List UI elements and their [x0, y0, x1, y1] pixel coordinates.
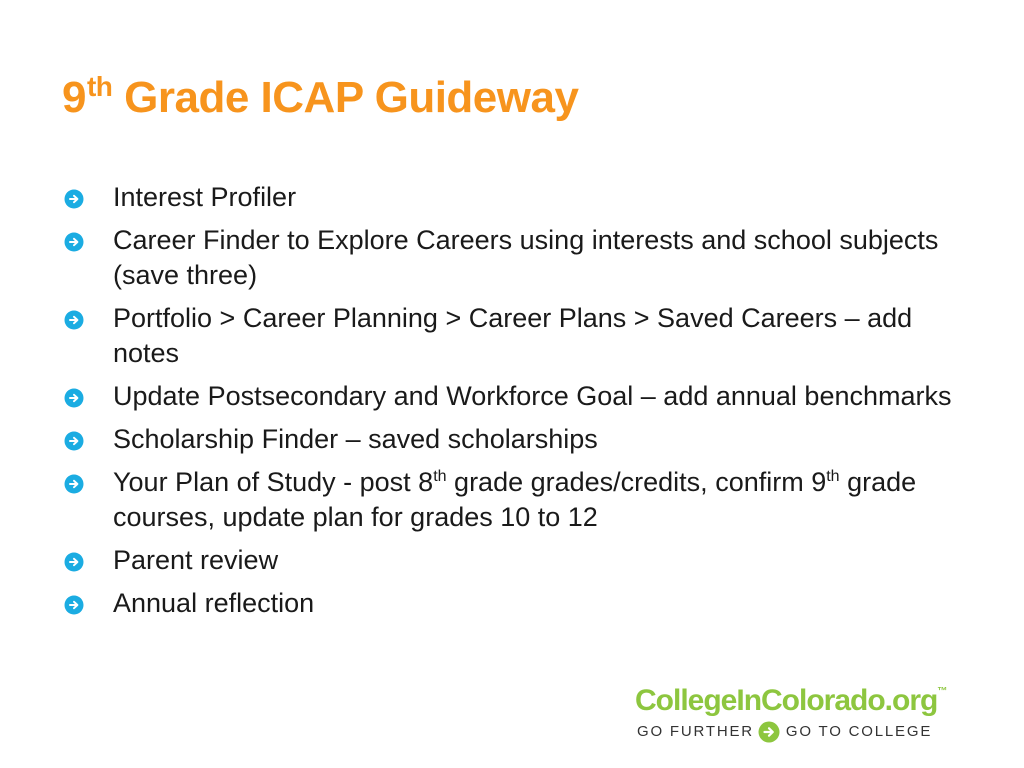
collegeincolorado-logo: [635, 683, 960, 743]
circle-arrow-right-icon: [64, 388, 84, 408]
tagline-right: GO TO COLLEGE: [785, 723, 933, 740]
bullet-item: [62, 422, 982, 457]
circle-arrow-right-icon: [64, 595, 84, 615]
title-grade-number: 9: [62, 73, 86, 122]
bullet-item: [62, 586, 982, 621]
logo-name-text: CollegeInColorado.org: [635, 684, 938, 717]
slide-title: [62, 68, 578, 128]
superscript: th: [433, 468, 447, 485]
bullet-text: Update Postsecondary and Workforce Goal – add annual benchmarks: [113, 381, 952, 411]
bullet-text: [113, 467, 916, 532]
bullet-item: [62, 223, 982, 293]
circle-arrow-right-icon: [64, 552, 84, 572]
bullet-text-part: grade courses, update plan for grades 10 to 12: [113, 467, 917, 532]
bullet-text: Interest Profiler: [113, 182, 297, 212]
bullet-text-part: grade grades/credits, confirm 9: [446, 467, 827, 497]
bullet-list: [62, 180, 982, 629]
trademark-symbol: ™: [937, 686, 947, 697]
bullet-item: [62, 465, 982, 535]
circle-arrow-right-icon: [64, 232, 84, 252]
logo-tagline: [637, 721, 932, 743]
bullet-text: Parent review: [113, 545, 279, 575]
bullet-item: [62, 301, 982, 371]
title-superscript: th: [86, 71, 113, 102]
circle-arrow-right-icon: [64, 431, 84, 451]
bullet-text: Scholarship Finder – saved scholarships: [113, 424, 598, 454]
bullet-text-part: Your Plan of Study - post 8: [113, 467, 434, 497]
circle-arrow-right-icon: [758, 721, 780, 743]
bullet-item: [62, 180, 982, 215]
circle-arrow-right-icon: [64, 310, 84, 330]
bullet-text: Career Finder to Explore Careers using interests and school subjects (save three): [113, 225, 939, 290]
superscript: th: [826, 468, 840, 485]
bullet-item: [62, 379, 982, 414]
tagline-left: GO FURTHER: [637, 723, 754, 740]
circle-arrow-right-icon: [64, 189, 84, 209]
bullet-text: Annual reflection: [113, 588, 315, 618]
bullet-text: Portfolio > Career Planning > Career Plans > Saved Careers – add notes: [113, 303, 913, 368]
logo-wordmark: [635, 683, 946, 719]
title-text: Grade ICAP Guideway: [112, 73, 579, 122]
bullet-item: [62, 543, 982, 578]
circle-arrow-right-icon: [64, 474, 84, 494]
